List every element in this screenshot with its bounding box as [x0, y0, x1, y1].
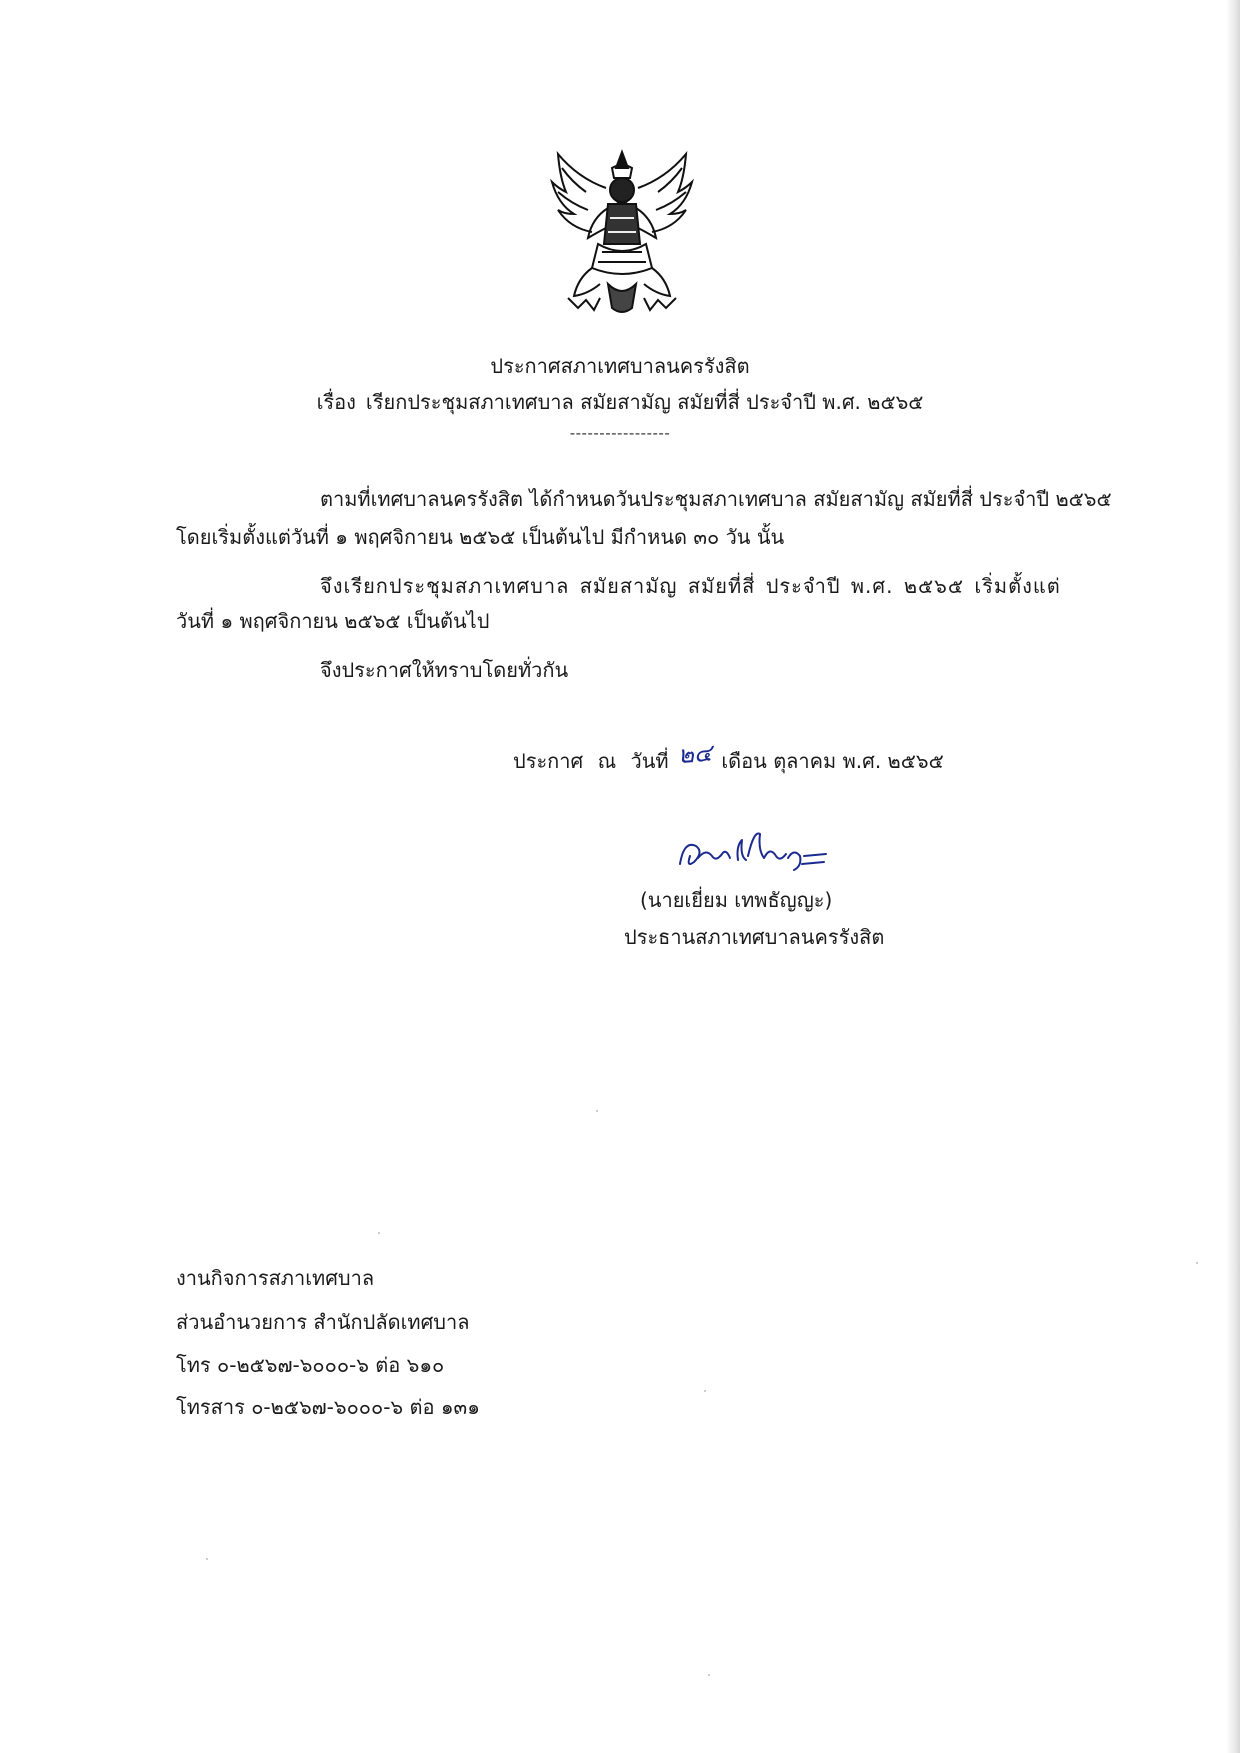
- scan-speck: [704, 1390, 706, 1392]
- subject-text: เรียกประชุมสภาเทศบาล สมัยสามัญ สมัยที่สี่ ประจำปี พ.ศ. ๒๕๖๕: [365, 390, 924, 414]
- dateline-day-label: วันที่: [630, 749, 669, 773]
- garuda-emblem-icon: [548, 148, 696, 320]
- paragraph-1-line-1: ตามที่เทศบาลนครรังสิต ได้กำหนดวันประชุมสภาเทศบาล สมัยสามัญ สมัยที่สี่ ประจำปี ๒๕๖๕: [320, 487, 1112, 511]
- paragraph-2-line-1: จึงเรียกประชุมสภาเทศบาล สมัยสามัญ สมัยที่สี่ ประจำปี พ.ศ. ๒๕๖๕ เริ่มตั้งแต่: [320, 574, 1061, 598]
- dateline-na: ณ: [597, 749, 617, 773]
- handwritten-day: ๒๔: [677, 738, 713, 770]
- scan-speck: [378, 1232, 380, 1234]
- scan-speck: [596, 1110, 598, 1112]
- title-divider: -----------------: [569, 424, 671, 442]
- footer-fax: โทรสาร ๐-๒๕๖๗-๖๐๐๐-๖ ต่อ ๑๓๑: [176, 1395, 480, 1419]
- paragraph-2-line-2: วันที่ ๑ พฤศจิกายน ๒๕๖๕ เป็นต้นไป: [176, 609, 490, 633]
- subject-label: เรื่อง: [316, 390, 356, 414]
- dateline-prefix: ประกาศ: [513, 749, 584, 773]
- dateline-year: ๒๕๖๕: [887, 749, 944, 773]
- announcement-dateline: [513, 740, 944, 779]
- paragraph-1-line-2: โดยเริ่มตั้งแต่วันที่ ๑ พฤศจิกายน ๒๕๖๕ เป็นต้นไป มีกำหนด ๓๐ วัน นั้น: [176, 525, 785, 549]
- handwritten-signature: [676, 826, 832, 878]
- dateline-month: ตุลาคม: [773, 749, 837, 773]
- dateline-month-label: เดือน: [721, 749, 767, 773]
- dateline-year-label: พ.ศ.: [842, 749, 882, 773]
- announcement-subject: [0, 386, 1240, 418]
- footer-phone: โทร ๐-๒๕๖๗-๖๐๐๐-๖ ต่อ ๖๑๐: [176, 1353, 445, 1377]
- scan-edge-shadow: [1226, 0, 1240, 1753]
- footer-department: งานกิจการสภาเทศบาล: [176, 1266, 375, 1290]
- scan-speck: [1196, 1262, 1198, 1264]
- footer-division: ส่วนอำนวยการ สำนักปลัดเทศบาล: [176, 1310, 470, 1334]
- signatory-position: ประธานสภาเทศบาลนครรังสิต: [624, 925, 885, 949]
- announcement-title: ประกาศสภาเทศบาลนครรังสิต: [490, 354, 750, 378]
- scan-speck: [206, 1558, 208, 1560]
- scan-speck: [708, 1674, 710, 1676]
- signatory-name: (นายเยี่ยม เทพธัญญะ): [640, 888, 833, 912]
- paragraph-3: จึงประกาศให้ทราบโดยทั่วกัน: [320, 658, 569, 682]
